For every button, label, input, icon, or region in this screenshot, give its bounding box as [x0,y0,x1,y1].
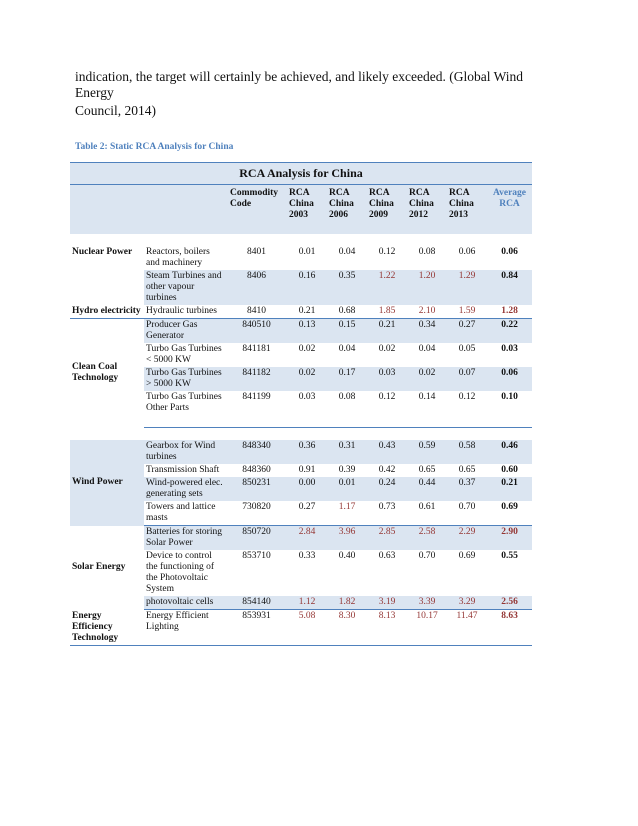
rca-cell: 0.27 [287,501,327,526]
code-cell: 853710 [242,551,271,561]
average-cell: 8.63 [487,610,532,646]
rca-cell: 0.12 [367,391,407,428]
code-cell: 853931 [226,610,287,646]
table-row [70,440,532,464]
product-cell: Turbo Gas Turbines < 5000 KW [146,344,222,365]
code-cell: 848360 [242,465,271,475]
rca-cell: 0.06 [458,247,476,257]
sector-hydro-electricity: Hydro electricity [70,305,144,319]
rca-cell: 0.02 [378,344,396,354]
product-cell: Gearbox for Wind turbines [144,440,226,464]
rca-cell: 0.40 [338,551,356,561]
product-cell: Steam Turbines and other vapour turbines [144,270,226,305]
table-row [70,246,532,270]
rca-cell: 0.31 [327,440,367,464]
rca-cell: 1.22 [367,270,407,305]
rca-cell: 8.13 [367,610,407,646]
rca-cell: 1.12 [287,596,327,610]
rca-cell: 5.08 [287,610,327,646]
rca-cell: 0.69 [458,551,476,561]
rca-cell: 0.00 [287,477,327,501]
rca-cell: 8.30 [327,610,367,646]
header-rca-2013: RCA China 2013 [447,185,487,235]
product-cell: Producer Gas Generator [144,319,226,344]
sector-clean-coal-technology: Clean Coal Technology [70,319,144,428]
table-caption: Table 2: Static RCA Analysis for China [75,142,234,152]
rca-cell: 0.39 [338,465,356,475]
rca-cell: 0.36 [287,440,327,464]
table-title: RCA Analysis for China [70,163,532,185]
rca-cell: 0.07 [447,367,487,391]
rca-cell: 0.59 [407,440,447,464]
rca-cell: 2.84 [287,526,327,551]
rca-cell: 0.65 [418,465,436,475]
header-average-rca: Average RCA [487,185,532,235]
rca-cell: 0.04 [338,344,356,354]
code-cell: 8410 [226,305,287,319]
rca-cell: 2.58 [407,526,447,551]
rca-cell: 0.12 [447,391,487,428]
product-cell: photovoltaic cells [144,596,226,610]
rca-cell: 0.33 [298,551,316,561]
rca-cell: 0.08 [327,391,367,428]
table-row [70,305,532,319]
rca-cell: 0.03 [367,367,407,391]
rca-cell: 0.16 [287,270,327,305]
rca-cell: 0.02 [407,367,447,391]
average-cell: 0.06 [501,247,518,257]
code-cell: 854140 [226,596,287,610]
rca-cell: 0.70 [447,501,487,526]
average-cell: 2.56 [487,596,532,610]
average-cell: 0.06 [487,367,532,391]
rca-cell: 0.42 [378,465,396,475]
rca-cell: 0.35 [327,270,367,305]
rca-cell: 3.19 [367,596,407,610]
rca-cell: 1.59 [447,305,487,319]
rca-cell: 0.44 [407,477,447,501]
rca-cell: 3.96 [327,526,367,551]
code-cell: 850231 [226,477,287,501]
rca-cell: 0.43 [367,440,407,464]
product-cell: Turbo Gas Turbines > 5000 KW [144,367,226,391]
header-commodity-code: Commodity Code [226,185,287,235]
product-cell: Turbo Gas Turbines Other Parts [144,391,226,428]
code-cell: 841199 [226,391,287,428]
average-cell: 0.10 [487,391,532,428]
rca-cell: 10.17 [407,610,447,646]
average-cell: 0.84 [487,270,532,305]
rca-cell: 0.17 [327,367,367,391]
rca-cell: 0.12 [378,247,396,257]
rca-cell: 0.58 [447,440,487,464]
code-cell: 730820 [226,501,287,526]
average-cell: 0.69 [487,501,532,526]
rca-cell: 1.29 [447,270,487,305]
rca-cell: 2.10 [407,305,447,319]
rca-cell: 0.61 [407,501,447,526]
rca-cell: 0.02 [298,344,316,354]
rca-cell: 0.27 [447,319,487,344]
rca-cell: 0.37 [447,477,487,501]
rca-cell: 0.65 [458,465,476,475]
rca-cell: 0.05 [458,344,476,354]
rca-cell: 0.03 [287,391,327,428]
rca-cell: 0.01 [327,477,367,501]
rca-cell: 3.39 [407,596,447,610]
sector-wind-power: Wind Power [70,440,144,526]
average-cell: 0.60 [501,465,518,475]
rca-cell: 1.20 [407,270,447,305]
average-cell: 1.28 [487,305,532,319]
rca-cell: 0.08 [418,247,436,257]
rca-cell: 0.21 [287,305,327,319]
rca-cell: 0.70 [418,551,436,561]
rca-cell: 0.68 [327,305,367,319]
code-cell: 841182 [226,367,287,391]
rca-cell: 0.34 [407,319,447,344]
sector-energy-efficiency-technology: Energy Efficiency Technology [70,610,144,646]
rca-cell: 1.17 [327,501,367,526]
average-cell: 0.21 [487,477,532,501]
table-row [70,610,532,646]
rca-cell: 1.82 [327,596,367,610]
rca-cell: 0.14 [407,391,447,428]
body-paragraph-line-1: indication, the target will certainly be achieved, and likely exceeded. (Global Wind Energy [75,69,524,100]
average-cell: 0.55 [501,551,518,561]
code-cell: 8406 [226,270,287,305]
rca-cell: 0.73 [367,501,407,526]
average-cell: 0.46 [487,440,532,464]
header-rca-2012: RCA China 2012 [407,185,447,235]
header-rca-2003: RCA China 2003 [287,185,327,235]
rca-cell: 0.04 [418,344,436,354]
rca-cell: 3.29 [447,596,487,610]
average-cell: 0.22 [487,319,532,344]
table-row [70,526,532,551]
product-cell: Batteries for storing Solar Power [144,526,226,551]
product-cell: Hydraulic turbines [144,305,226,319]
rca-cell: 2.85 [367,526,407,551]
product-cell: Towers and lattice masts [144,501,226,526]
header-rca-2009: RCA China 2009 [367,185,407,235]
rca-cell: 0.01 [298,247,316,257]
code-cell: 841181 [242,344,271,354]
average-cell: 2.90 [487,526,532,551]
rca-cell: 0.15 [327,319,367,344]
rca-cell: 0.63 [378,551,396,561]
table-header-row [70,185,532,235]
product-cell: Transmission Shaft [146,465,220,475]
sector-nuclear-power: Nuclear Power [72,247,133,257]
code-cell: 840510 [226,319,287,344]
header-rca-2006: RCA China 2006 [327,185,367,235]
product-cell: Energy Efficient Lighting [144,610,226,646]
rca-cell: 11.47 [447,610,487,646]
table-row [70,319,532,344]
rca-cell: 0.24 [367,477,407,501]
product-cell: Wind-powered elec. generating sets [144,477,226,501]
rca-table [70,162,532,646]
product-cell: Reactors, boilers and machinery [146,247,210,268]
code-cell: 850720 [226,526,287,551]
rca-cell: 0.13 [287,319,327,344]
rca-cell: 1.85 [367,305,407,319]
rca-cell: 2.29 [447,526,487,551]
code-cell: 848340 [226,440,287,464]
rca-cell: 0.21 [367,319,407,344]
sector-solar-energy: Solar Energy [70,526,144,610]
body-paragraph-line-2: Council, 2014) [75,103,156,118]
code-cell: 8401 [247,247,266,257]
rca-cell: 0.91 [298,465,316,475]
rca-cell: 0.04 [338,247,356,257]
product-cell: Device to control the functioning of the Photovoltaic System [146,551,215,594]
average-cell: 0.03 [501,344,518,354]
rca-cell: 0.02 [287,367,327,391]
